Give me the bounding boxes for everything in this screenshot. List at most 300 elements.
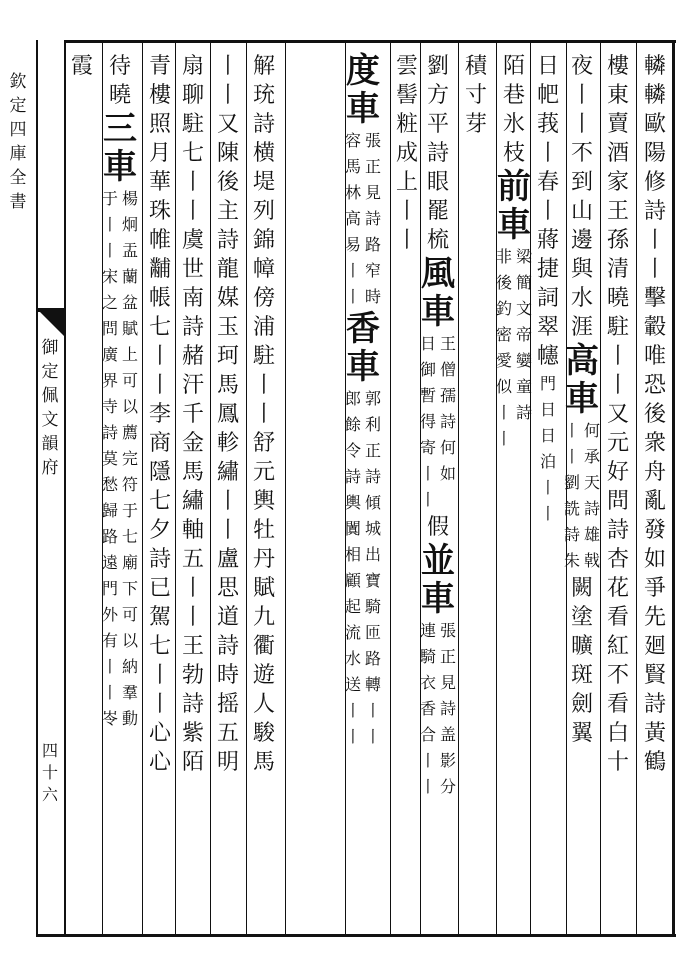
annotation-char: 林 <box>344 183 361 202</box>
text-char: 幛 <box>252 257 275 282</box>
title-char: 書 <box>9 192 27 212</box>
annotation-char: 孌 <box>515 351 532 370</box>
text-char: 翼 <box>570 721 593 746</box>
annotation-left <box>100 186 120 732</box>
annotation-char: 郭 <box>364 389 381 408</box>
text-char: 丨 <box>570 83 593 108</box>
text-char: 如 <box>643 547 666 572</box>
annotation-char: 丨 <box>344 727 361 746</box>
text-char: 赭 <box>181 344 204 369</box>
annotation-char: 丨 <box>563 421 580 440</box>
annotation-char: 丨 <box>344 287 361 306</box>
text-column <box>528 52 568 527</box>
text-char: 王 <box>181 634 204 659</box>
text-char: 眼 <box>426 170 449 195</box>
text-char: 主 <box>216 199 239 224</box>
text-char: 又 <box>216 112 239 137</box>
annotation-char: 出 <box>364 545 381 564</box>
annotation-char: 得 <box>419 412 436 431</box>
text-char: 七 <box>148 634 171 659</box>
folio-number <box>40 740 60 806</box>
text-char: 虞 <box>181 228 204 253</box>
text-char: 後 <box>643 402 666 427</box>
annotation-char: 詩 <box>364 209 381 228</box>
annotation-char: 蘭 <box>121 267 138 286</box>
headword <box>494 168 534 244</box>
text-char: 水 <box>570 286 593 311</box>
headword <box>418 255 458 331</box>
annotation-left <box>418 618 438 800</box>
annotation-char: 楊 <box>121 189 138 208</box>
headword-char: 香 <box>346 309 380 349</box>
text-char: 方 <box>426 83 449 108</box>
text-char: 霞 <box>70 54 93 79</box>
text-char: 丨 <box>643 228 666 253</box>
text-char: 扇 <box>181 54 204 79</box>
annotation-char: 界 <box>101 371 118 390</box>
annotation-char: 下 <box>121 579 138 598</box>
annotation-char: 流 <box>344 623 361 642</box>
bottom-border <box>36 934 676 937</box>
annotation-char: 盖 <box>439 725 456 744</box>
annotation-char: 天 <box>583 473 600 492</box>
text-char: 紫 <box>181 721 204 746</box>
text-char: 賦 <box>252 576 275 601</box>
text-column <box>100 52 140 732</box>
annotation-char: 寄 <box>419 438 436 457</box>
annotation-char: 丨 <box>539 504 556 523</box>
annotation-char: 馬 <box>344 157 361 176</box>
text-char: 轂 <box>643 315 666 340</box>
annotation-char: 歸 <box>101 501 118 520</box>
text-char: 發 <box>643 518 666 543</box>
text-char: 錦 <box>252 228 275 253</box>
annotation-char: 賦 <box>121 319 138 338</box>
main-text <box>100 52 140 110</box>
annotation-char: 有 <box>101 631 118 650</box>
text-char: 王 <box>606 199 629 224</box>
annotation-char: 顧 <box>344 571 361 590</box>
text-char: 照 <box>148 112 171 137</box>
text-char: 堤 <box>252 170 275 195</box>
annotation-char: 轉 <box>364 675 381 694</box>
text-char: 盧 <box>216 547 239 572</box>
book-char: 御 <box>41 338 59 358</box>
text-char: 陳 <box>216 141 239 166</box>
annotation-right <box>438 331 458 513</box>
annotation-char: 見 <box>439 673 456 692</box>
text-column <box>62 52 102 81</box>
text-char: 詞 <box>536 286 559 311</box>
text-char: 心 <box>148 750 171 775</box>
headword-char: 車 <box>565 379 599 419</box>
annotation-char: 非 <box>495 247 512 266</box>
annotation-char: 詩 <box>101 423 118 442</box>
text-char: 華 <box>148 170 171 195</box>
annotation-char: 愁 <box>101 475 118 494</box>
annotation-char: 送 <box>344 675 361 694</box>
text-char: 陌 <box>181 750 204 775</box>
text-char: 繡 <box>181 489 204 514</box>
text-char: 擊 <box>643 286 666 311</box>
annotation-char: 詩 <box>439 699 456 718</box>
text-char: 不 <box>570 141 593 166</box>
text-char: 元 <box>252 460 275 485</box>
annotation-char: 正 <box>364 157 381 176</box>
text-column <box>244 52 284 777</box>
book-char: 韻 <box>41 434 59 454</box>
column-divider <box>458 43 459 934</box>
annotation-right <box>120 186 140 732</box>
headword <box>418 542 458 618</box>
text-char: 轔 <box>643 54 666 79</box>
text-char: 丨 <box>148 692 171 717</box>
text-char: 元 <box>606 431 629 456</box>
text-char: 又 <box>606 402 629 427</box>
double-line-annotation <box>343 386 383 750</box>
text-char: 明 <box>216 750 239 775</box>
annotation-char: 廣 <box>101 345 118 364</box>
text-char: 駕 <box>148 605 171 630</box>
folio-char: 十 <box>41 763 58 782</box>
headword-char: 高 <box>565 341 599 381</box>
text-char: 已 <box>148 576 171 601</box>
annotation-char: 正 <box>364 441 381 460</box>
headword <box>562 342 602 418</box>
annotation-right <box>582 418 602 574</box>
main-text <box>208 52 248 777</box>
text-char: 成 <box>395 141 418 166</box>
text-char: 唯 <box>643 344 666 369</box>
annotation-char: 相 <box>344 545 361 564</box>
text-char: 塗 <box>570 605 593 630</box>
text-char: 七 <box>148 489 171 514</box>
annotation-char: 可 <box>121 371 138 390</box>
text-char: 曉 <box>108 83 131 108</box>
text-char: 斑 <box>570 663 593 688</box>
annotation-right <box>363 128 383 310</box>
text-char: 與 <box>570 257 593 282</box>
text-char: 舟 <box>643 460 666 485</box>
text-char: 曉 <box>606 286 629 311</box>
annotation-char: 衣 <box>419 673 436 692</box>
text-char: 酒 <box>606 141 629 166</box>
text-char: 詩 <box>216 634 239 659</box>
text-char: 修 <box>643 170 666 195</box>
double-line-annotation <box>562 418 602 574</box>
annotation-char: 路 <box>364 649 381 668</box>
annotation-char: 路 <box>101 527 118 546</box>
headword <box>343 310 383 386</box>
annotation-char: 納 <box>121 657 138 676</box>
annotation-char: 丨 <box>344 261 361 280</box>
annotation-char: 孺 <box>439 386 456 405</box>
text-char: 幰 <box>536 344 559 369</box>
text-char: 詩 <box>643 692 666 717</box>
headword-char: 三 <box>103 109 137 149</box>
text-char: 黼 <box>148 257 171 282</box>
text-char: 馬 <box>216 373 239 398</box>
text-char: 七 <box>181 141 204 166</box>
text-char: 問 <box>606 489 629 514</box>
text-char: 思 <box>216 576 239 601</box>
text-char: 翠 <box>536 315 559 340</box>
annotation-char: 門 <box>101 579 118 598</box>
annotation-char: 宋 <box>101 267 118 286</box>
annotation-char: 正 <box>439 647 456 666</box>
text-char: 花 <box>606 576 629 601</box>
annotation-char: 傾 <box>364 493 381 512</box>
text-char: 時 <box>216 663 239 688</box>
text-char: 丨 <box>181 170 204 195</box>
annotation-right <box>438 618 458 800</box>
folio-char: 四 <box>41 741 58 760</box>
text-char: 劉 <box>426 54 449 79</box>
book-title <box>40 336 60 480</box>
annotation-left <box>494 244 514 452</box>
annotation-char: 匝 <box>364 623 381 642</box>
title-char: 欽 <box>9 72 27 92</box>
text-char: 巷 <box>502 83 525 108</box>
annotation-char: 丨 <box>344 701 361 720</box>
text-char: 詩 <box>181 692 204 717</box>
annotation-char: 連 <box>419 621 436 640</box>
text-char: 亂 <box>643 489 666 514</box>
text-char: 龍 <box>216 257 239 282</box>
text-char: 丨 <box>216 83 239 108</box>
annotation-char: 影 <box>439 751 456 770</box>
text-char: 珠 <box>148 199 171 224</box>
text-char: 樓 <box>148 83 171 108</box>
annotation-right <box>514 244 534 452</box>
headword-char: 車 <box>497 205 531 245</box>
text-column <box>494 52 534 452</box>
annotation-char: 容 <box>344 131 361 150</box>
double-line-annotation <box>343 128 383 310</box>
text-char: 寸 <box>464 83 487 108</box>
text-char: 爭 <box>643 576 666 601</box>
text-char: 日 <box>536 54 559 79</box>
folio-char: 六 <box>41 785 58 804</box>
annotation-char: 窄 <box>364 261 381 280</box>
text-char: 孫 <box>606 228 629 253</box>
annotation-char: 愛 <box>495 351 512 370</box>
annotation-char: 合 <box>419 725 436 744</box>
text-char: 軫 <box>216 431 239 456</box>
main-text <box>244 52 284 777</box>
headword-char: 度 <box>346 51 380 91</box>
text-char: 陽 <box>643 141 666 166</box>
annotation-char: 郎 <box>344 389 361 408</box>
text-char: 看 <box>606 605 629 630</box>
text-char: 罷 <box>426 199 449 224</box>
main-text <box>635 52 675 777</box>
text-char: 軸 <box>181 518 204 543</box>
annotation-char: 僧 <box>439 360 456 379</box>
annotation-char: 香 <box>419 699 436 718</box>
text-char: 聊 <box>181 83 204 108</box>
text-char: 髻 <box>395 83 418 108</box>
double-line-annotation <box>494 244 534 452</box>
text-char: 玉 <box>216 315 239 340</box>
text-char: 粧 <box>395 112 418 137</box>
annotation-char: 遠 <box>101 553 118 572</box>
text-char: 月 <box>148 141 171 166</box>
text-char: 馬 <box>181 460 204 485</box>
annotation-char: 丨 <box>419 777 436 796</box>
annotation-char: 劉 <box>563 473 580 492</box>
text-char: 歐 <box>643 112 666 137</box>
text-char: 待 <box>108 54 131 79</box>
text-char: 丨 <box>570 112 593 137</box>
annotation-char: 日 <box>419 334 436 353</box>
annotation-char: 何 <box>583 421 600 440</box>
text-char: 氷 <box>502 112 525 137</box>
annotation-char: 寺 <box>101 397 118 416</box>
text-char: 丨 <box>181 605 204 630</box>
main-text <box>598 52 638 777</box>
main-text <box>456 52 496 139</box>
annotation-char: 雄 <box>583 525 600 544</box>
text-char: 杏 <box>606 547 629 572</box>
text-char: 丨 <box>216 518 239 543</box>
annotation-char: 丨 <box>101 215 118 234</box>
text-char: 邊 <box>570 228 593 253</box>
top-border <box>64 40 676 43</box>
text-column <box>387 52 427 255</box>
annotation-char: 張 <box>439 621 456 640</box>
text-char: 勃 <box>181 663 204 688</box>
annotation-char: 于 <box>101 189 118 208</box>
text-char: 賢 <box>643 663 666 688</box>
annotation-char: 之 <box>101 293 118 312</box>
text-char: 詩 <box>606 518 629 543</box>
text-char: 丨 <box>606 344 629 369</box>
headword-char: 前 <box>497 167 531 207</box>
text-char: 看 <box>606 692 629 717</box>
annotation-char: 外 <box>101 605 118 624</box>
text-char: 李 <box>148 402 171 427</box>
double-line-annotation <box>418 618 458 800</box>
book-char: 佩 <box>41 386 59 406</box>
annotation-char: 丨 <box>539 478 556 497</box>
annotation-char: 起 <box>344 597 361 616</box>
annotation-char: 盆 <box>121 293 138 312</box>
text-char: 蔣 <box>536 228 559 253</box>
text-char: 十 <box>606 750 629 775</box>
annotation-char: 符 <box>121 475 138 494</box>
text-char: 東 <box>606 83 629 108</box>
text-char: 劍 <box>570 692 593 717</box>
text-char: 夕 <box>148 518 171 543</box>
text-char: 遊 <box>252 663 275 688</box>
annotation-left <box>418 331 438 513</box>
annotation-char: 詩 <box>439 412 456 431</box>
main-text <box>62 52 102 81</box>
annotation-left <box>343 128 363 310</box>
text-char: 丨 <box>395 228 418 253</box>
text-char: 丨 <box>536 199 559 224</box>
text-column <box>140 52 180 777</box>
text-char: 衢 <box>252 634 275 659</box>
headword <box>100 110 140 186</box>
text-column <box>208 52 248 777</box>
text-char: 不 <box>606 663 629 688</box>
main-text <box>528 52 568 371</box>
headword-char: 並 <box>421 541 455 581</box>
text-char: 商 <box>148 431 171 456</box>
annotation-char: 密 <box>495 325 512 344</box>
annotation-char: 薦 <box>121 423 138 442</box>
annotation-char: 如 <box>439 464 456 483</box>
annotation-char: 日 <box>539 400 556 419</box>
book-char: 府 <box>41 458 59 478</box>
annotation-char: 餘 <box>344 415 361 434</box>
headword-char: 車 <box>421 292 455 332</box>
annotation-char: 丨 <box>101 241 118 260</box>
headword-char: 車 <box>346 347 380 387</box>
headword-char: 車 <box>103 147 137 187</box>
text-char: 春 <box>536 170 559 195</box>
annotation-char: 詩 <box>344 467 361 486</box>
annotation-char: 王 <box>439 334 456 353</box>
annotation-char: 完 <box>121 449 138 468</box>
text-column <box>562 52 602 748</box>
annotation-char: 丨 <box>419 751 436 770</box>
annotation-right <box>363 386 383 750</box>
text-char: 好 <box>606 460 629 485</box>
double-line-annotation <box>100 186 140 732</box>
annotation-char: 城 <box>364 519 381 538</box>
headword-char: 風 <box>421 254 455 294</box>
text-char: 繡 <box>216 460 239 485</box>
annotation-char: 丨 <box>101 683 118 702</box>
text-char: 清 <box>606 257 629 282</box>
text-char: 夜 <box>570 54 593 79</box>
text-char: 假 <box>426 515 449 540</box>
text-char: 駿 <box>252 721 275 746</box>
annotation-char: 羣 <box>121 683 138 702</box>
main-text <box>387 52 427 255</box>
text-char: 曠 <box>570 634 593 659</box>
annotation-char: 詩 <box>515 403 532 422</box>
text-char: 家 <box>606 170 629 195</box>
annotation-char: 令 <box>344 441 361 460</box>
annotation-char: 張 <box>364 131 381 150</box>
annotation-char: 丨 <box>101 657 118 676</box>
text-char: 南 <box>181 286 204 311</box>
annotation-char: 易 <box>344 235 361 254</box>
text-char: 到 <box>570 170 593 195</box>
text-char: 上 <box>395 170 418 195</box>
text-char: 心 <box>148 721 171 746</box>
text-char: 舒 <box>252 431 275 456</box>
text-char: 廻 <box>643 634 666 659</box>
text-char: 駐 <box>181 112 204 137</box>
annotation-char: 丨 <box>364 727 381 746</box>
text-char: 浦 <box>252 315 275 340</box>
text-char: 積 <box>464 54 487 79</box>
annotation-char: 丨 <box>495 429 512 448</box>
annotation-char: 利 <box>364 415 381 434</box>
annotation-char: 問 <box>101 319 118 338</box>
text-char: 人 <box>252 692 275 717</box>
text-char: 梳 <box>426 228 449 253</box>
annotation-char: 御 <box>419 360 436 379</box>
main-text <box>562 574 602 748</box>
annotation-char: 見 <box>364 183 381 202</box>
double-line-annotation <box>418 331 458 513</box>
